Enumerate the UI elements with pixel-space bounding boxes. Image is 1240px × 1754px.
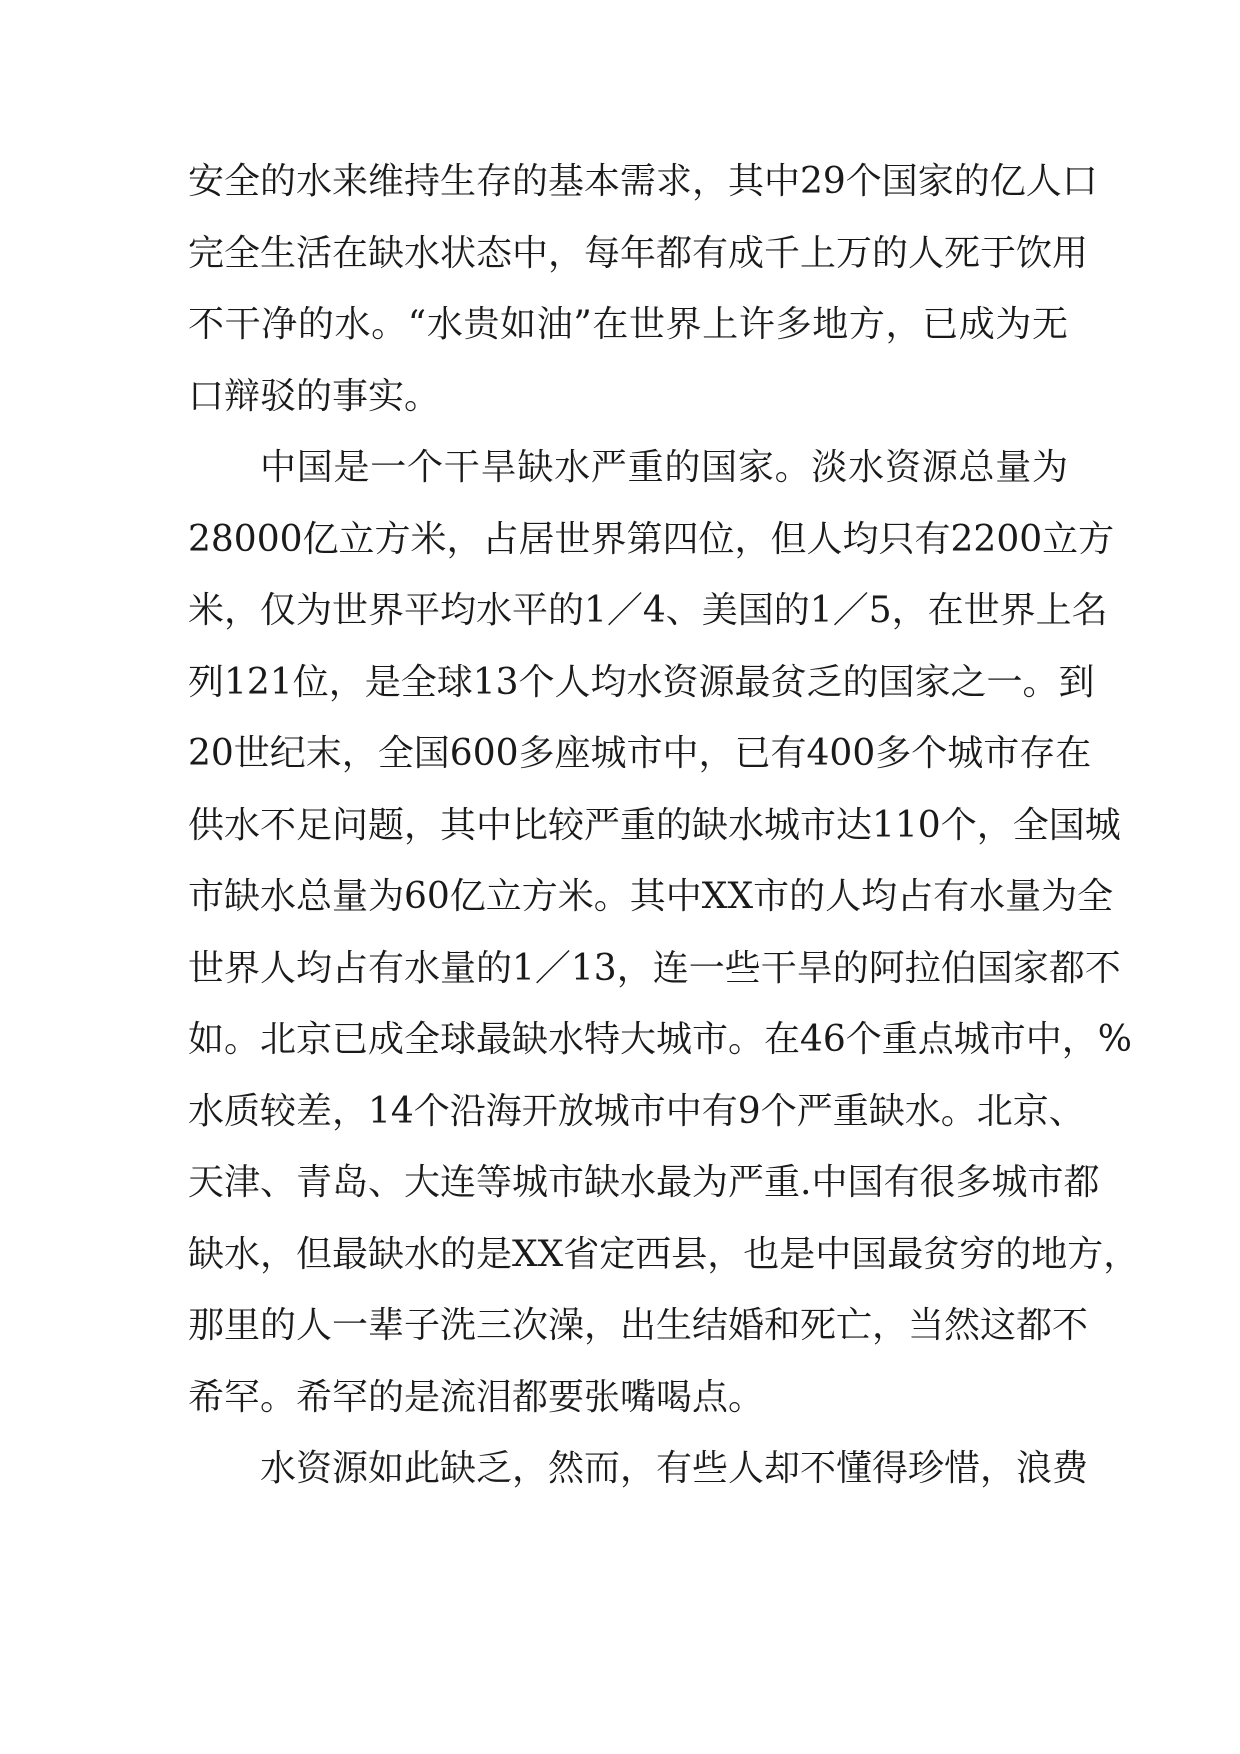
body-text (188, 161, 1140, 1523)
text-line: 希罕。希罕的是流泪都要张嘴喝点。 (188, 1376, 765, 1418)
text-line: 那里的人一辈子洗三次澡，出生结婚和死亡，当然这都不 (188, 1305, 1089, 1346)
text-line: 世界人均占有水量的1／13，连一些干旱的阿拉伯国家都不 (188, 947, 1121, 989)
text-line: 28000亿立方米，占居世界第四位，但人均只有2200立方 (188, 518, 1115, 560)
text-line: 列121位，是全球13个人均水资源最贫乏的国家之一。到 (188, 661, 1095, 703)
text-line: 口辩驳的事实。 (188, 375, 441, 417)
text-line: 缺水，但最缺水的是XX省定西县，也是中国最贫穷的地方， (188, 1233, 1140, 1275)
text-line: 水质较差，14个沿海开放城市中有9个严重缺水。北京、 (188, 1090, 1085, 1132)
text-line: 20世纪末，全国600多座城市中，已有400多个城市存在 (188, 733, 1092, 774)
text-line: 天津、青岛、大连等城市缺水最为严重.中国有很多城市都 (188, 1162, 1100, 1203)
text-line: 供水不足问题，其中比较严重的缺水城市达110个，全国城 (188, 804, 1121, 846)
text-line: 米，仅为世界平均水平的1／4、美国的1／5，在世界上名 (188, 590, 1108, 631)
text-line: 安全的水来维持生存的基本需求，其中29个国家的亿人口 (188, 161, 1098, 202)
text-line: 完全生活在缺水状态中，每年都有成千上万的人死于饮用 (188, 232, 1089, 274)
text-line: 如。北京已成全球最缺水特大城市。在46个重点城市中，% (188, 1019, 1133, 1060)
text-line: 不干净的水。“水贵如油”在世界上许多地方，已成为无 (188, 304, 1068, 345)
text-line: 中国是一个干旱缺水严重的国家。淡水资源总量为 (260, 447, 1068, 488)
text-line: 市缺水总量为60亿立方米。其中XX市的人均占有水量为全 (188, 876, 1114, 917)
text-line: 水资源如此缺乏，然而，有些人却不懂得珍惜，浪费 (260, 1448, 1089, 1489)
